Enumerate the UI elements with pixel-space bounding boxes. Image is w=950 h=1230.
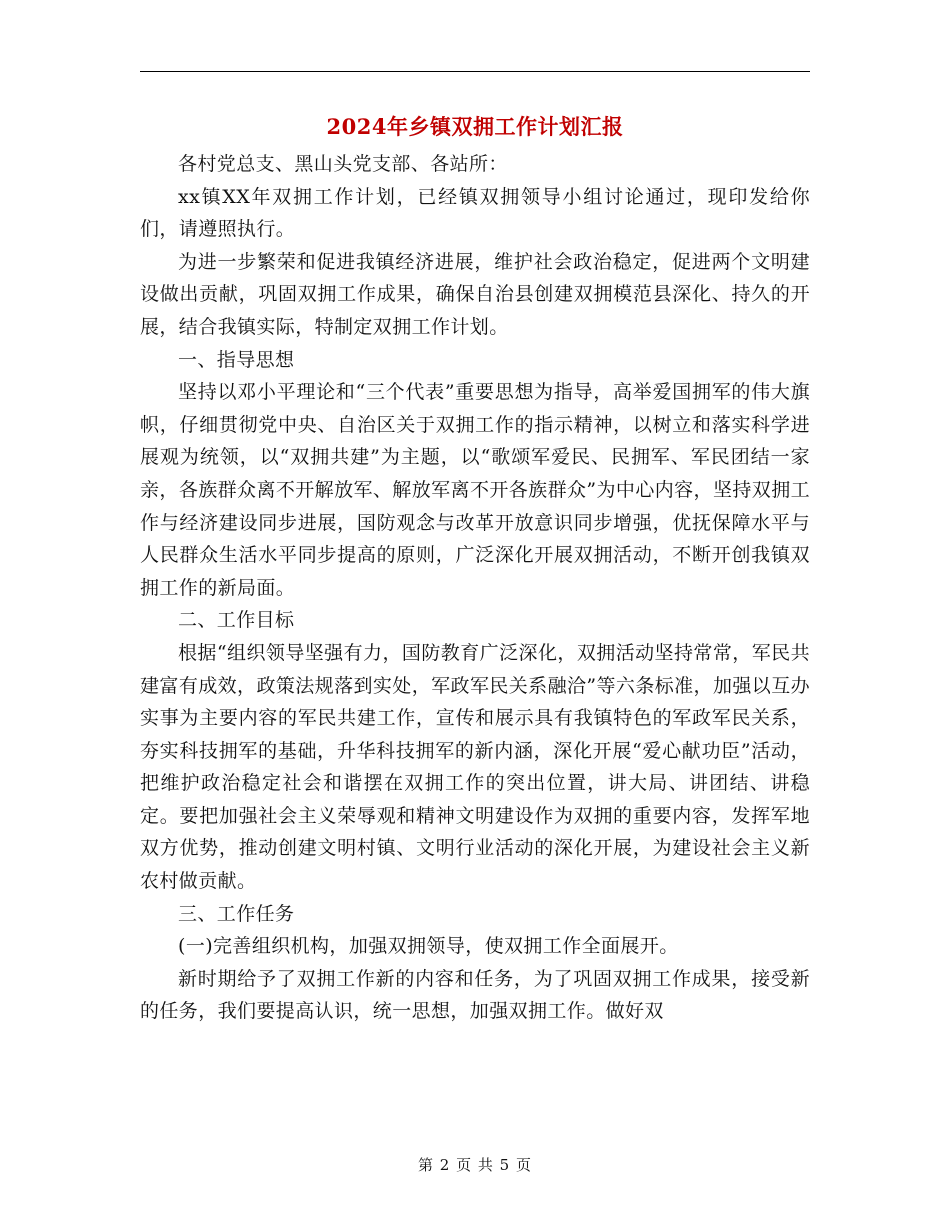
paragraph: 新时期给予了双拥工作新的内容和任务，为了巩固双拥工作成果，接受新的任务，我们要提高认识，统一思想，加强双拥工作。做好双: [140, 967, 810, 1023]
section-heading: 一、指导思想: [178, 348, 295, 371]
document-body: [140, 148, 810, 1028]
paragraph: xx镇XX年双拥工作计划，已经镇双拥领导小组讨论通过，现印发给你们，请遵照执行。: [140, 185, 810, 241]
page-number-footer: 第 2 页 共 5 页: [418, 1156, 532, 1174]
subsection-heading: (一)完善组织机构，加强双拥领导，使双拥工作全面展开。: [178, 935, 679, 958]
paragraph-salutation: 各村党总支、黑山头党支部、各站所：: [178, 153, 508, 175]
section-heading: 二、工作目标: [178, 609, 295, 632]
section-heading: 三、工作任务: [178, 902, 295, 925]
document-title: 2024年乡镇双拥工作计划汇报: [326, 114, 624, 139]
header-rule: [140, 71, 810, 72]
paragraph: 坚持以邓小平理论和“三个代表”重要思想为指导，高举爱国拥军的伟大旗帜，仔细贯彻党中央、自治区关于双拥工作的指示精神，以树立和落实科学进展观为统领，以“双拥共建”为主题，以“歌颂军爱民、民拥军、军民团结一家亲，各族群众离不开解放军、解放军离不开各族群众”为中心内容，坚持双拥工作与经济建设同步进展，国防观念与改革开放意识同步增强，优抚保障水平与人民群众生活水平同步提高的原则，广泛深化开展双拥活动，不断开创我镇双拥工作的新局面。: [140, 381, 810, 599]
paragraph: 根据“组织领导坚强有力，国防教育广泛深化，双拥活动坚持常常，军民共建富有成效，政策法规落到实处，军政军民关系融洽”等六条标准，加强以互办实事为主要内容的军民共建工作，宣传和展示具有我镇特色的军政军民关系，夯实科技拥军的基础，升华科技拥军的新内涵，深化开展“爱心献功臣”活动，把维护政治稳定社会和谐摆在双拥工作的突出位置，讲大局、讲团结、讲稳定。要把加强社会主义荣辱观和精神文明建设作为双拥的重要内容，发挥军地双方优势，推动创建文明村镇、文明行业活动的深化开展，为建设社会主义新农村做贡献。: [140, 641, 810, 893]
paragraph: 为进一步繁荣和促进我镇经济进展，维护社会政治稳定，促进两个文明建设做出贡献，巩固双拥工作成果，确保自治县创建双拥模范县深化、持久的开展，结合我镇实际，特制定双拥工作计划。: [140, 250, 810, 338]
